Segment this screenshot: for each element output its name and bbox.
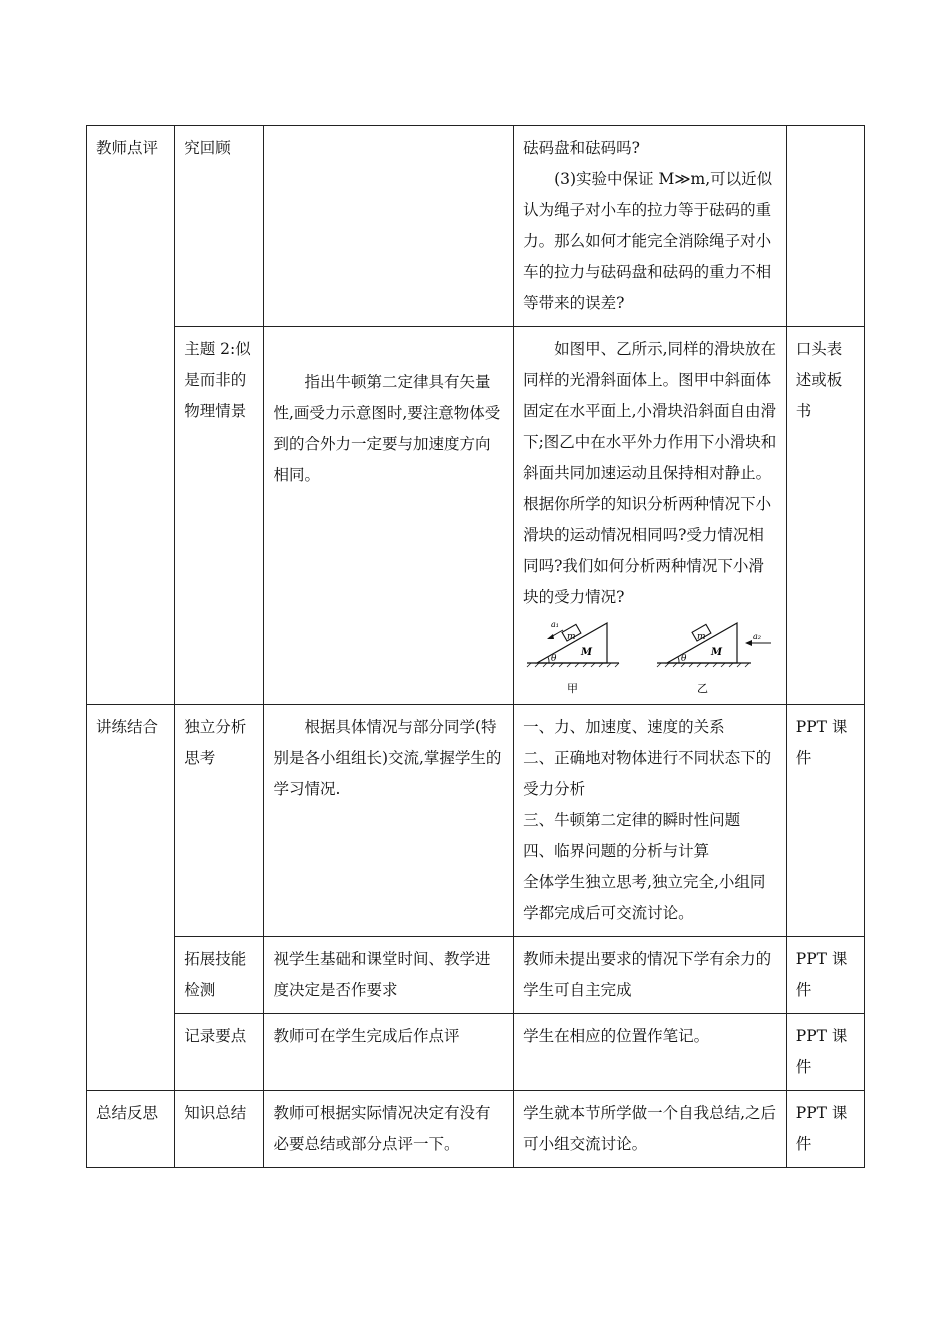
method-cell: [786, 327, 864, 705]
teacher-cell: [264, 126, 514, 327]
teacher-cell: [264, 327, 514, 705]
student-text: 学生在相应的位置作笔记。: [523, 1027, 710, 1045]
m-label: m: [567, 632, 576, 642]
student-cell: [514, 1014, 787, 1091]
table-row: [87, 1014, 865, 1091]
method-text: PPT 课件: [795, 1104, 848, 1153]
activity-label: 知识总结: [184, 1104, 247, 1122]
method-cell: [786, 126, 864, 327]
student-text-line: 三、牛顿第二定律的瞬时性问题: [523, 811, 741, 829]
table-row: [87, 1091, 865, 1168]
method-text: PPT 课件: [795, 1027, 848, 1076]
method-text: PPT 课件: [795, 950, 848, 999]
section-cell: [87, 705, 175, 1091]
activity-label: 独立分析思考: [184, 718, 247, 767]
student-text-line: 全体学生独立思考,独立完全,小组同学都完成后可交流讨论。: [523, 873, 766, 922]
teacher-cell: [264, 1091, 514, 1168]
activity-cell: [175, 1014, 264, 1091]
student-cell: [514, 1091, 787, 1168]
M-label: M: [711, 647, 723, 658]
student-text-line: 四、临界问题的分析与计算: [523, 842, 710, 860]
student-text-line: 一、力、加速度、速度的关系: [523, 718, 725, 736]
activity-label: 记录要点: [184, 1027, 247, 1045]
caption-left: 甲: [567, 682, 579, 695]
method-cell: [786, 705, 864, 937]
student-text-line: (3)实验中保证 M≫m,可以近似认为绳子对小车的拉力等于砝码的重力。那么如何才能完全消除绳子对小车的拉力与砝码盘和砝码的重力不相等带来的误差?: [523, 170, 773, 312]
method-cell: [786, 1091, 864, 1168]
method-text: 口头表述或板书: [795, 340, 843, 420]
incline-diagrams: [523, 617, 777, 697]
method-text: PPT 课件: [795, 718, 848, 767]
teacher-text: 教师可根据实际情况决定有没有必要总结或部分点评一下。: [273, 1104, 491, 1153]
table-row: [87, 327, 865, 705]
activity-cell: [175, 126, 264, 327]
caption-right: 乙: [697, 682, 709, 695]
student-text-line: 砝码盘和砝码吗?: [523, 139, 640, 157]
table-row: [87, 126, 865, 327]
activity-label: 拓展技能检测: [184, 950, 247, 999]
activity-label: 主题 2:似是而非的物理情景: [184, 340, 251, 420]
student-cell: [514, 327, 787, 705]
incline-figure: [523, 617, 776, 697]
section-label: 总结反思: [96, 1104, 159, 1122]
activity-cell: [175, 1091, 264, 1168]
table-row: [87, 705, 865, 937]
teacher-text: 视学生基础和课堂时间、教学进度决定是否作要求: [273, 950, 491, 999]
teacher-text: 根据具体情况与部分同学(特别是各小组组长)交流,掌握学生的学习情况.: [273, 718, 502, 798]
section-cell: [87, 1091, 175, 1168]
teacher-cell: [264, 937, 514, 1014]
M-label: M: [581, 647, 593, 658]
activity-cell: [175, 327, 264, 705]
student-cell: [514, 937, 787, 1014]
student-text: 如图甲、乙所示,同样的滑块放在同样的光滑斜面体上。图甲中斜面体固定在水平面上,小滑块沿斜面自由滑下;图乙中在水平外力作用下小滑块和斜面共同加速运动且保持相对静止。根据你所学的知识分析两种情况下小滑块的运动情况相同吗?受力情况相同吗?我们如何分析两种情况下小滑块的受力情况?: [523, 340, 777, 606]
activity-cell: [175, 937, 264, 1014]
teacher-cell: [264, 705, 514, 937]
student-text: 教师未提出要求的情况下学有余力的学生可自主完成: [523, 950, 772, 999]
method-cell: [786, 1014, 864, 1091]
student-text-line: 二、正确地对物体进行不同状态下的受力分析: [523, 749, 772, 798]
section-cell: [87, 126, 175, 705]
m-label: m: [697, 632, 706, 642]
activity-cell: [175, 705, 264, 937]
student-text: 学生就本节所学做一个自我总结,之后可小组交流讨论。: [523, 1104, 777, 1153]
theta-label: θ: [551, 654, 557, 664]
teacher-text: 指出牛顿第二定律具有矢量性,画受力示意图时,要注意物体受到的合外力一定要与加速度方向相同。: [273, 373, 501, 484]
section-label: 教师点评: [96, 139, 159, 157]
student-cell: [514, 705, 787, 937]
teacher-cell: [264, 1014, 514, 1091]
theta-label: θ: [681, 654, 687, 664]
table-row: [87, 937, 865, 1014]
student-cell: [514, 126, 787, 327]
a2-label: a₂: [753, 632, 762, 641]
a1-label: a₁: [551, 620, 560, 629]
section-label: 讲练结合: [96, 718, 159, 736]
activity-label: 究回顾: [184, 139, 231, 157]
lesson-plan-table: [86, 125, 865, 1168]
teacher-text: 教师可在学生完成后作点评: [273, 1027, 460, 1045]
method-cell: [786, 937, 864, 1014]
